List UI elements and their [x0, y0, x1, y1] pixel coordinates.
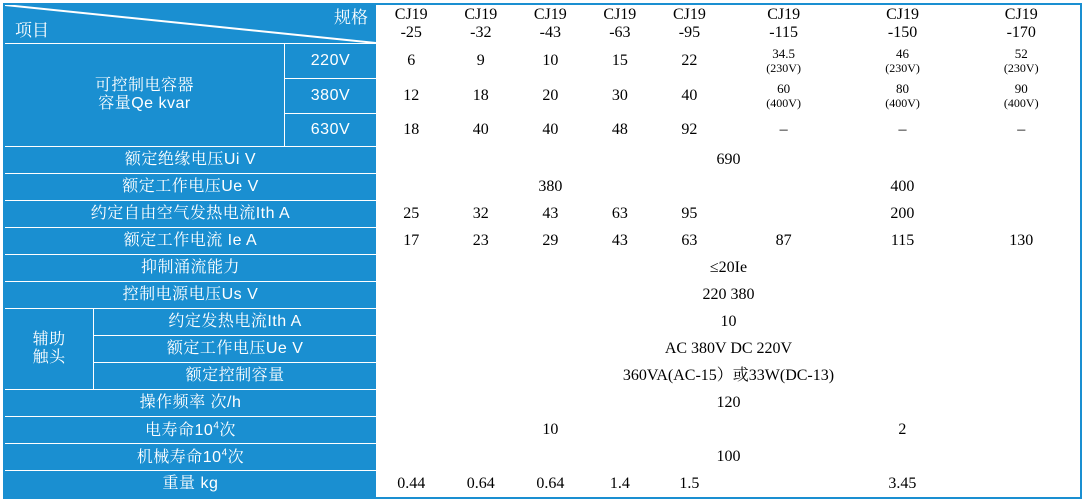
cell-380v-cj19-115	[724, 79, 843, 114]
cell-ie-cj19-43: 29	[516, 228, 586, 255]
cell-ie-cj19-115: 87	[724, 228, 843, 255]
table-row-rated-operating-current	[4, 228, 1081, 255]
capacitor-label-line1: 可控制电容器	[94, 77, 194, 95]
cell-rated-operating-voltage-left: 380	[376, 174, 724, 201]
value-note: (230V)	[885, 60, 920, 75]
row-label-aux-rated-control-capacity: 额定控制容量	[94, 363, 377, 390]
model-header-cj19-63	[585, 4, 655, 44]
cell-ith-cj19-32: 32	[446, 201, 516, 228]
corner-header-cell	[4, 4, 376, 44]
value-main: 60	[777, 80, 791, 96]
model-header-cj19-32	[446, 4, 516, 44]
row-label-220v: 220V	[284, 44, 376, 79]
cell-220v-cj19-32: 9	[446, 44, 516, 79]
cell-aux-rated-control-capacity-value: 360VA(AC-15）或33W(DC-13)	[376, 363, 1081, 390]
row-label-control-supply-voltage: 控制电源电压Us V	[4, 282, 376, 309]
model-name-line1: CJ19	[533, 6, 567, 24]
row-label-630v: 630V	[284, 114, 376, 147]
cell-220v-cj19-25: 6	[376, 44, 446, 79]
cell-electrical-life-left: 10	[376, 417, 724, 444]
cell-380v-cj19-43: 20	[516, 79, 586, 114]
mechanical-life-label-sup: 4	[221, 447, 228, 459]
row-label-operating-frequency: 操作频率 次/h	[4, 390, 376, 417]
cell-operating-frequency-value: 120	[376, 390, 1081, 417]
model-name-line2: -150	[887, 24, 918, 41]
cell-weight-right: 3.45	[724, 471, 1081, 499]
model-name-line2: -95	[678, 24, 701, 41]
model-name-line1: CJ19	[886, 6, 919, 24]
model-header-cj19-115	[724, 4, 843, 44]
cell-weight-cj19-95: 1.5	[655, 471, 725, 499]
cell-220v-cj19-63: 15	[585, 44, 655, 79]
cell-ie-cj19-32: 23	[446, 228, 516, 255]
row-label-mechanical-life	[4, 444, 376, 471]
table-row-aux-thermal-current	[4, 309, 1081, 336]
row-label-free-air-thermal-current: 约定自由空气发热电流Ith A	[4, 201, 376, 228]
model-name-line1: CJ19	[464, 6, 498, 24]
row-label-inrush-suppression: 抑制涌流能力	[4, 255, 376, 282]
table-row-mechanical-life	[4, 444, 1081, 471]
model-header-cj19-25	[376, 4, 446, 44]
cell-ie-cj19-63: 43	[585, 228, 655, 255]
row-label-weight: 重量 kg	[4, 471, 376, 499]
value-main: 46	[896, 45, 910, 61]
table-row-rated-insulation-voltage	[4, 147, 1081, 174]
aux-label-line1: 辅助	[32, 331, 66, 349]
model-name-line1: CJ19	[394, 6, 428, 24]
model-name-line2: -43	[539, 24, 561, 41]
model-name-line1: CJ19	[767, 6, 801, 24]
row-label-380v: 380V	[284, 79, 376, 114]
row-label-rated-operating-current: 额定工作电流 Ie A	[4, 228, 376, 255]
cell-220v-cj19-115	[724, 44, 843, 79]
value-main: 34.5	[772, 45, 796, 61]
cell-ie-cj19-25: 17	[376, 228, 446, 255]
aux-label-line2: 触头	[32, 349, 66, 366]
corner-label-spec: 规格	[333, 8, 368, 27]
mechanical-life-label-post: 次	[227, 448, 245, 466]
model-header-cj19-150	[843, 4, 962, 44]
cell-ith-cj19-95: 95	[655, 201, 725, 228]
cell-ith-cj19-43: 43	[516, 201, 586, 228]
cell-380v-cj19-32: 18	[446, 79, 516, 114]
cell-220v-cj19-43: 10	[516, 44, 586, 79]
table-row-capacitor-220v	[4, 44, 1081, 79]
cell-630v-cj19-43: 40	[516, 114, 586, 147]
cell-control-supply-voltage-value: 220 380	[376, 282, 1081, 309]
mechanical-life-label-pre: 机械寿命10	[136, 448, 222, 466]
cell-aux-thermal-current-value: 10	[376, 309, 1081, 336]
table-row-inrush-suppression	[4, 255, 1081, 282]
model-name-line2: -115	[769, 24, 798, 41]
cell-630v-cj19-25: 18	[376, 114, 446, 147]
table-row-control-supply-voltage	[4, 282, 1081, 309]
row-label-rated-operating-voltage: 额定工作电压Ue V	[4, 174, 376, 201]
cell-inrush-suppression-value: ≤20Ie	[376, 255, 1081, 282]
cell-630v-cj19-150: –	[843, 114, 962, 147]
cell-220v-cj19-170	[962, 44, 1081, 79]
electrical-life-label-post: 次	[219, 421, 236, 439]
cell-weight-cj19-63: 1.4	[585, 471, 655, 499]
table-row-conventional-free-air-thermal-current	[4, 201, 1081, 228]
cell-220v-cj19-95: 22	[655, 44, 725, 79]
row-label-aux-rated-operating-voltage: 额定工作电压Ue V	[94, 336, 377, 363]
cell-weight-cj19-43: 0.64	[516, 471, 586, 499]
cell-weight-cj19-25: 0.44	[376, 471, 446, 499]
cell-ie-cj19-95: 63	[655, 228, 725, 255]
electrical-life-label	[145, 422, 236, 439]
model-name-line2: -25	[400, 24, 422, 41]
cell-380v-cj19-170	[962, 79, 1081, 114]
model-name-line2: -32	[470, 24, 492, 41]
model-name-line2: -63	[609, 24, 631, 41]
row-label-rated-insulation-voltage: 额定绝缘电压Ui V	[4, 147, 376, 174]
value-main: 90	[1014, 80, 1028, 96]
diagonal-divider-icon	[5, 5, 376, 43]
cell-rated-insulation-voltage-value: 690	[376, 147, 1081, 174]
value-note: (400V)	[766, 95, 801, 110]
cell-rated-operating-voltage-right: 400	[724, 174, 1081, 201]
row-label-auxiliary-contacts	[4, 309, 94, 390]
specification-table	[3, 3, 1082, 499]
cell-380v-cj19-25: 12	[376, 79, 446, 114]
cell-630v-cj19-115: –	[724, 114, 843, 147]
table-row-weight	[4, 471, 1081, 499]
row-label-electrical-life	[4, 417, 376, 444]
table-row-aux-rated-control-capacity	[4, 363, 1081, 390]
capacitor-label-line2: 容量Qe kvar	[98, 95, 191, 112]
value-note: (230V)	[1003, 60, 1039, 75]
value-note: (230V)	[766, 60, 801, 75]
table-row-aux-rated-operating-voltage	[4, 336, 1081, 363]
model-name-line1: CJ19	[672, 6, 706, 24]
cell-630v-cj19-32: 40	[446, 114, 516, 147]
corner-label-item: 项目	[15, 20, 49, 40]
model-name-line1: CJ19	[1004, 6, 1038, 24]
cell-630v-cj19-170: –	[962, 114, 1081, 147]
model-name-line1: CJ19	[603, 6, 637, 24]
cell-mechanical-life-value: 100	[376, 444, 1081, 471]
cell-ith-cj19-25: 25	[376, 201, 446, 228]
table-row-rated-operating-voltage	[4, 174, 1081, 201]
electrical-life-label-pre: 电寿命10	[145, 421, 214, 439]
cell-weight-cj19-32: 0.64	[446, 471, 516, 499]
model-header-cj19-170	[962, 4, 1081, 44]
value-main: 52	[1014, 45, 1028, 61]
table-header-row	[4, 4, 1081, 44]
value-main: 80	[896, 80, 910, 96]
table-row-operating-frequency	[4, 390, 1081, 417]
cell-380v-cj19-150	[843, 79, 962, 114]
row-label-capacitor-capacity	[4, 44, 284, 147]
spec-sheet	[0, 3, 1085, 493]
model-header-cj19-43	[516, 4, 586, 44]
cell-630v-cj19-63: 48	[585, 114, 655, 147]
cell-ith-cj19-63: 63	[585, 201, 655, 228]
cell-ie-cj19-170: 130	[962, 228, 1081, 255]
cell-aux-rated-operating-voltage-value: AC 380V DC 220V	[376, 336, 1081, 363]
cell-380v-cj19-63: 30	[585, 79, 655, 114]
cell-380v-cj19-95: 40	[655, 79, 725, 114]
model-header-cj19-95	[655, 4, 725, 44]
cell-ith-right: 200	[724, 201, 1081, 228]
table-row-electrical-life	[4, 417, 1081, 444]
row-label-aux-thermal-current: 约定发热电流Ith A	[94, 309, 377, 336]
electrical-life-label-sup: 4	[213, 420, 220, 432]
cell-630v-cj19-95: 92	[655, 114, 725, 147]
value-note: (400V)	[1003, 95, 1039, 110]
value-note: (400V)	[885, 95, 920, 110]
cell-electrical-life-right: 2	[724, 417, 1081, 444]
cell-ie-cj19-150: 115	[843, 228, 962, 255]
cell-220v-cj19-150	[843, 44, 962, 79]
mechanical-life-label	[137, 449, 244, 466]
model-name-line2: -170	[1006, 24, 1036, 41]
